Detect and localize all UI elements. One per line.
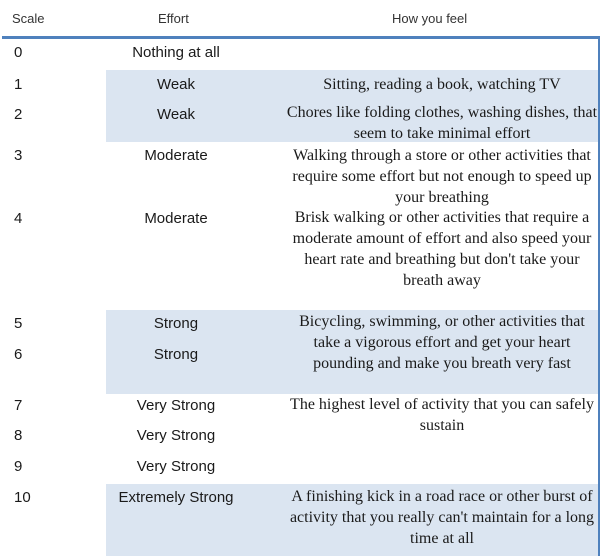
scale-value: 3	[14, 147, 23, 164]
effort-label: Strong	[153, 315, 199, 332]
scale-value: 10	[14, 489, 31, 506]
scale-value: 1	[14, 76, 23, 93]
effort-label: Weak	[156, 76, 196, 93]
feel-description: Chores like folding clothes, washing dishes, that seem to take minimal effort	[286, 104, 598, 142]
scale-value: 8	[14, 427, 23, 444]
effort-label: Weak	[156, 106, 196, 123]
scale-value: 7	[14, 397, 23, 414]
scale-value: 9	[14, 458, 23, 475]
feel-description: Brisk walking or other activities that require a moderate amount of effort and also speed your heart rate and breathing but don't take your breath away	[292, 209, 592, 289]
effort-label: Very Strong	[136, 397, 216, 414]
feel-description: Sitting, reading a book, watching TV	[323, 76, 561, 93]
scale-value: 0	[14, 44, 23, 61]
feel-description: Bicycling, swimming, or other activities that take a vigorous effort and get your heart pounding and make you breath very fast	[299, 313, 585, 372]
effort-label: Strong	[153, 346, 199, 363]
effort-label: Nothing at all	[132, 44, 220, 61]
effort-label: Very Strong	[136, 458, 216, 475]
scale-value: 5	[14, 315, 23, 332]
header-feel: How you feel	[392, 11, 468, 26]
effort-label: Moderate	[144, 147, 208, 164]
header-scale: Scale	[12, 11, 45, 26]
scale-value: 4	[14, 210, 23, 227]
feel-description: The highest level of activity that you can safely sustain	[290, 396, 594, 434]
scale-value: 2	[14, 106, 23, 123]
effort-label: Very Strong	[136, 427, 216, 444]
feel-description: Walking through a store or other activities that require some effort but not enough to speed up your breathing	[292, 147, 592, 206]
header-effort: Effort	[158, 11, 189, 26]
table-header	[0, 0, 600, 36]
feel-description: A finishing kick in a road race or other burst of activity that you really can't maintain for a long time at all	[289, 488, 595, 547]
effort-label: Extremely Strong	[118, 489, 234, 506]
header-divider	[2, 36, 598, 39]
effort-label: Moderate	[144, 210, 208, 227]
scale-value: 6	[14, 346, 23, 363]
